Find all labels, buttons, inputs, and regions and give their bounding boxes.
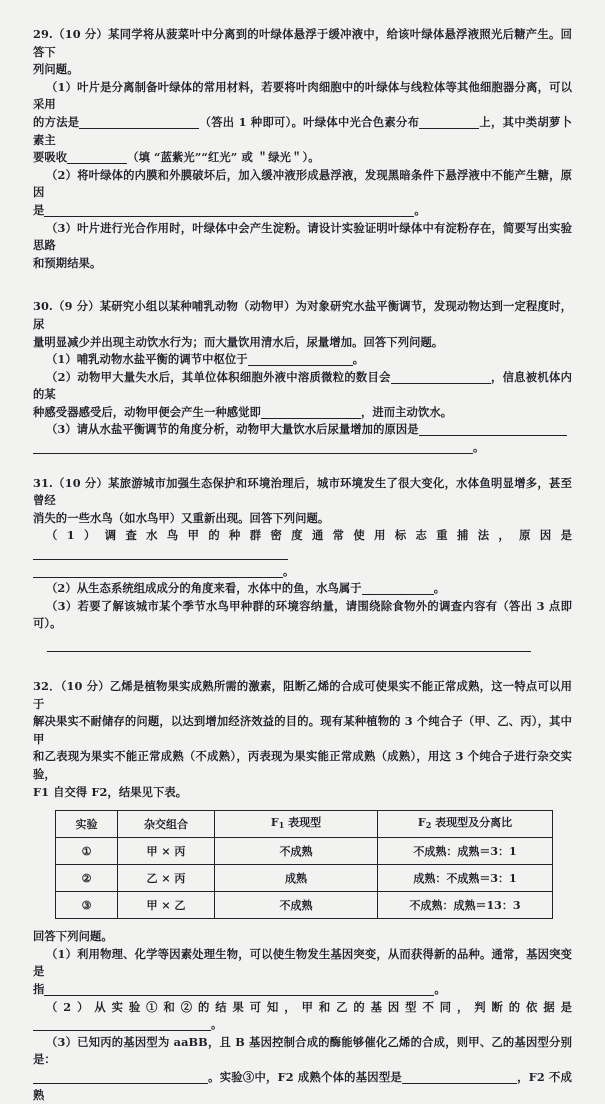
- q29-part1-seg2: 的方法是: [33, 114, 80, 129]
- header-f2-phenotype-ratio: [378, 811, 553, 838]
- q31-part1-blank1[interactable]: [33, 547, 288, 560]
- cell-f2: 成熟：不成熟＝3：1: [378, 865, 553, 892]
- question-32: [33, 678, 572, 1104]
- q32-stem-line1: 32．（10 分）乙烯是植物果实成熟所需的激素，阻断乙烯的合成可使果实不能正常成熟，这一特点可以用于: [33, 679, 572, 711]
- q29-part1-seg5: 要吸收: [33, 150, 68, 165]
- table-header-row: [56, 811, 553, 838]
- spacer-31-32: [33, 664, 572, 678]
- spacer-29-30: [33, 284, 572, 298]
- q32-part3-line1: （3）已知丙的基因型为 aaBB，且 B 基因控制合成的酶能够催化乙烯的合成，则甲、乙的基因型分别是：: [33, 1034, 572, 1067]
- question-29: [33, 26, 572, 272]
- q32-part1-line1: （1）利用物理、化学等因素处理生物，可以使生物发生基因突变，从而获得新的品种。通常，基因突变是: [33, 946, 572, 979]
- q32-part3-blank1[interactable]: [33, 1071, 208, 1084]
- q31-part1-blank2[interactable]: [33, 565, 283, 578]
- q30-part2-seg3: 种感受器感受后，动物甲便会产生一种感觉即: [33, 404, 261, 419]
- q32-stem-line3: 和乙表现为果实不能正常成熟（不成熟），丙表现为果实能正常成熟（成熟），用这 3 个纯合子进行杂交实验，: [33, 749, 572, 781]
- q31-part3-blank-full[interactable]: [47, 638, 531, 652]
- q32-part1-seg3: 。: [434, 981, 446, 996]
- q29-part2-line2: [33, 202, 572, 220]
- q31-part1-line1: [33, 527, 572, 562]
- q29-part2-seg3: 。: [414, 202, 426, 217]
- q29-part3-line2: 和预期结果。: [33, 255, 102, 270]
- q31-part2-seg1: （2）从生态系统组成成分的角度来看，水体中的鱼，水鸟属于: [46, 581, 362, 596]
- cross-experiment-table: [55, 810, 553, 919]
- q32-part3-line2: [33, 1069, 572, 1104]
- header-f2-suffix: 表现型及分离比: [431, 816, 513, 830]
- q30-part3-blank1[interactable]: [419, 423, 567, 436]
- cell-f2: 不成熟：成熟＝13：3: [378, 892, 553, 919]
- table-row: [56, 892, 553, 919]
- header-f2-sub: 2: [425, 820, 432, 831]
- q29-part1-seg4: 上，其中类胡萝卜素主: [33, 114, 572, 147]
- q29-part1-seg3: （答出 1 种即可）。叶绿体中光合色素分布: [199, 114, 420, 129]
- q30-part2-seg1: （2）动物甲大量失水后，其单位体积细胞外液中溶质微粒的数目会: [46, 369, 391, 384]
- q32-part3-blank2[interactable]: [402, 1071, 517, 1084]
- q32-part3-seg2: 。实验③中，F2 成熟个体的基因型是: [208, 1069, 402, 1084]
- q29-part1-blank3[interactable]: [67, 151, 127, 164]
- cell-experiment: ③: [56, 892, 118, 919]
- q30-part2-line1: [33, 369, 572, 404]
- q32-part1-line2: [33, 981, 572, 999]
- cell-cross: 甲 × 丙: [118, 838, 215, 865]
- q31-stem-line2: 消失的一些水鸟（如水鸟甲）又重新出现。回答下列问题。: [33, 510, 330, 525]
- q29-part2-blank1[interactable]: [44, 204, 414, 217]
- q31-part2-line1: [33, 580, 572, 598]
- q29-part1-blank1[interactable]: [79, 116, 199, 129]
- q30-part3-line1: [33, 421, 572, 439]
- table-row: [56, 838, 553, 865]
- question-31: [33, 475, 572, 652]
- header-f1-sub: 1: [278, 820, 285, 831]
- table-row: [56, 865, 553, 892]
- q29-stem-line1: 29.（10 分）某同学将从菠菜叶中分离到的叶绿体悬浮于缓冲液中，给该叶绿体悬浮液照光后糖产生。回答下: [33, 27, 572, 59]
- q29-part1-blank2[interactable]: [419, 116, 479, 129]
- cell-experiment: ②: [56, 865, 118, 892]
- q31-part3-line1: （3）若要了解该城市某个季节水鸟甲种群的环境容纳量，请围绕除食物外的调查内容有（答出 3 点即可）。: [33, 598, 572, 631]
- q29-part1-line1: （1）叶片是分离制备叶绿体的常用材料，若要将叶肉细胞中的叶绿体与线粒体等其他细胞器分离，可以采用: [33, 79, 572, 112]
- header-f1-phenotype: [215, 811, 378, 838]
- q32-part2-seg1: （2）从实验①和②的结果可知，甲和乙的基因型不同，判断的依据是: [46, 999, 572, 1014]
- q30-stem-line1: 30.（9 分）某研究小组以某种哺乳动物（动物甲）为对象研究水盐平衡调节，发现动物达到一定程度时，尿: [33, 299, 572, 331]
- q30-part1-seg2: 。: [352, 352, 365, 367]
- q31-part2-blank1[interactable]: [362, 582, 434, 595]
- q30-part2-blank2[interactable]: [261, 406, 361, 419]
- question-30: [33, 298, 572, 456]
- q29-part3-line1: （3）叶片进行光合作用时，叶绿体中会产生淀粉。请设计实验证明叶绿体中有淀粉存在，简要写出实验思路: [33, 220, 572, 253]
- q30-part1-blank1[interactable]: [248, 353, 353, 366]
- q32-part2-seg2: 。: [211, 1017, 223, 1032]
- q30-part3-blank2[interactable]: [33, 441, 473, 454]
- q30-stem-line2: 量明显减少并出现主动饮水行为；而大量饮用清水后，尿量增加。回答下列问题。: [33, 334, 444, 349]
- cell-experiment: ①: [56, 838, 118, 865]
- q32-part2-blank1[interactable]: [33, 1018, 211, 1031]
- q32-part3-seg3: ，F2 不成熟: [33, 1069, 572, 1102]
- cell-cross: 乙 × 丙: [118, 865, 215, 892]
- header-experiment: 实验: [56, 811, 118, 838]
- q32-part1-blank1[interactable]: [44, 983, 434, 996]
- header-f2-prefix: F: [417, 816, 426, 830]
- q29-part1-seg6: （填 “蓝紫光”“红光” 或 ＂绿光＂）。: [127, 150, 320, 165]
- q29-part1-line3: [33, 149, 572, 167]
- q32-part1-seg2: 指: [33, 981, 45, 996]
- q31-part1-line2: [33, 563, 572, 581]
- q32-stem-line4: F1 自交得 F2，结果见下表。: [33, 784, 188, 799]
- q29-part2-seg2: 是: [33, 202, 45, 217]
- q30-part2-blank1[interactable]: [391, 371, 491, 384]
- q32-part2-line1: [33, 999, 572, 1034]
- q31-part1-seg2: 。: [283, 563, 295, 578]
- header-f1-suffix: 表现型: [284, 816, 322, 830]
- q30-part1-line1: [33, 351, 572, 369]
- q30-part3-seg1: （3）请从水盐平衡调节的角度分析，动物甲大量饮水后尿量增加的原因是: [46, 422, 419, 437]
- q29-stem-line2: 列问题。: [33, 62, 79, 77]
- q31-part2-seg2: 。: [433, 581, 446, 596]
- q29-part2-line1: （2）将叶绿体的内膜和外膜破坏后，加入缓冲液形成悬浮液，发现黑暗条件下悬浮液中不能产生糖，原因: [33, 167, 572, 200]
- cell-f2: 不成熟：成熟＝3：1: [378, 838, 553, 865]
- q32-stem-line2: 解决果实不耐储存的问题，以达到增加经济效益的目的。现有某种植物的 3 个纯合子（甲、乙、丙），其中甲: [33, 714, 572, 746]
- q31-stem-line1: 31.（10 分）某旅游城市加强生态保护和环境治理后，城市环境发生了很大变化，水体鱼明显增多，甚至曾经: [33, 475, 572, 508]
- q30-part1-seg1: （1）哺乳动物水盐平衡的调节中枢位于: [46, 352, 248, 367]
- q30-part2-line2: [33, 404, 572, 422]
- q31-part1-seg1: （1）调查水鸟甲的种群密度通常使用标志重捕法，原因是: [46, 528, 572, 543]
- header-cross: 杂交组合: [118, 811, 215, 838]
- q30-part3-line2: [33, 439, 572, 457]
- cell-f1: 不成熟: [215, 838, 378, 865]
- header-f1-prefix: F: [270, 816, 279, 830]
- cell-f1: 成熟: [215, 865, 378, 892]
- q30-part2-seg2: ，信息被机体内的某: [33, 369, 572, 402]
- cell-cross: 甲 × 乙: [118, 892, 215, 919]
- q29-part1-line2: [33, 114, 572, 149]
- cell-f1: 不成熟: [215, 892, 378, 919]
- q32-after-table-intro: 回答下列问题。: [33, 929, 113, 944]
- q30-part2-seg4: ，进而主动饮水。: [360, 404, 453, 419]
- q30-part3-seg2: 。: [473, 440, 485, 455]
